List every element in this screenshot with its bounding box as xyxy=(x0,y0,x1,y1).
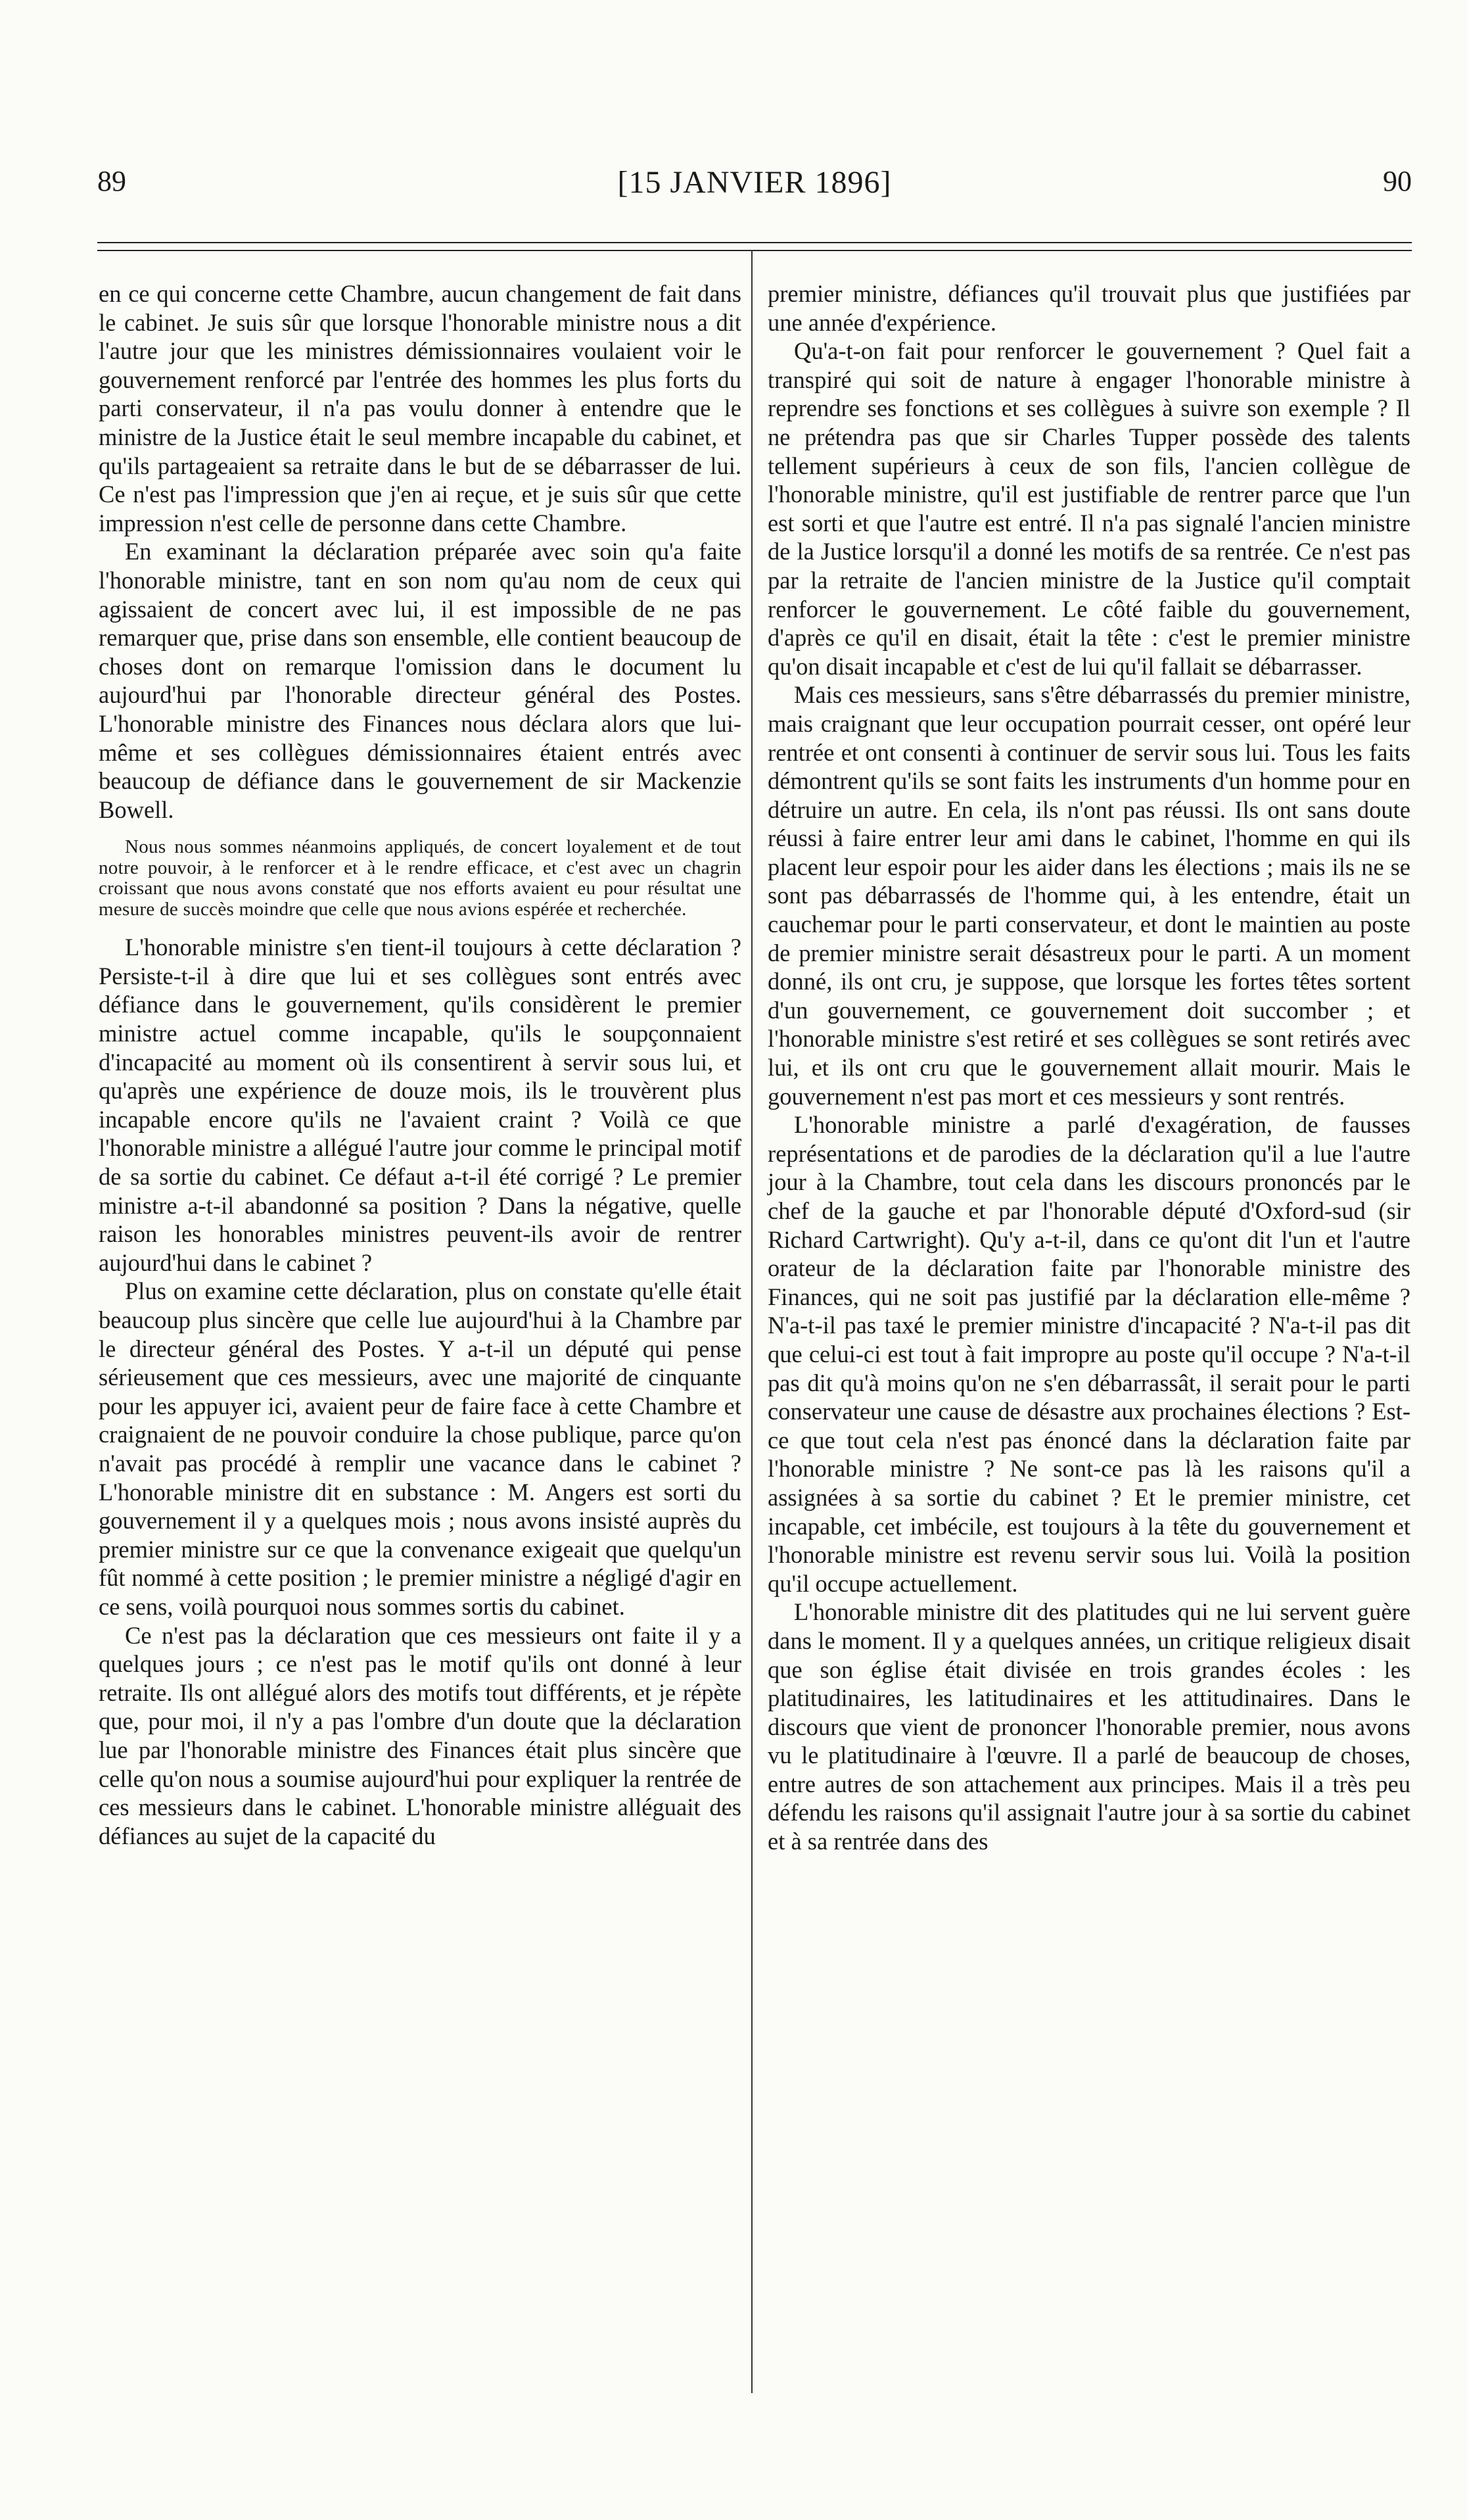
header-rule-bottom xyxy=(97,250,1412,251)
left-page-number: 89 xyxy=(97,165,126,197)
paragraph: L'honorable ministre a parlé d'exagération, de fausses représentations et de parodies de la déclaration qu'il a lue l'autre jour à la Chambre, tout cela dans les discours prononcés par le chef de la gauche et par l'honorable député d'Oxford-sud (sir Richard Cartwright). Qu'y a-t-il, dans ce qu'ont dit l'un et l'autre orateur de la déclaration faite par l'honorable ministre des Finances, qui ne soit pas justifié par la déclaration elle-même ? N'a-t-il pas taxé le premier ministre d'incapacité ? N'a-t-il pas dit que celui-ci est tout à fait impropre au poste qu'il occupe ? N'a-t-il pas dit qu'à moins qu'on ne s'en débarrassât, il serait pour le parti conservateur une cause de désastre aux prochaines élections ? Est-ce que tout cela n'est pas énoncé dans la déclaration faite par l'honorable ministre ? Ne sont-ce pas là les raisons qu'il a assignées à sa sortie du cabinet ? Et le premier ministre, cet incapable, cet imbécile, est toujours à la tête du gouvernement et l'honorable ministre est revenu servir sous lui. Voilà la position qu'il occupe actuellement. xyxy=(768,1111,1410,1597)
paragraph: En examinant la déclaration préparée avec soin qu'a faite l'honorable ministre, tant en son nom qu'au nom de ceux qui agissaient de concert avec lui, il est impossible de ne pas remarquer que, prise dans son ensemble, elle contient beaucoup de choses dont on remarque l'omission dans le document lu aujourd'hui par l'honorable directeur général des Postes. L'honorable ministre des Finances nous déclara alors que lui-même et ses collègues démissionnaires étaient entrés avec beaucoup de défiance dans le gouvernement de sir Mackenzie Bowell. xyxy=(99,538,741,823)
paragraph: en ce qui concerne cette Chambre, aucun changement de fait dans le cabinet. Je suis sûr que lorsque l'honorable ministre nous a dit l'autre jour que les ministres démissionnaires voulaient voir le gouvernement renforcé par l'entrée des hommes les plus forts du parti conservateur, il n'a pas voulu donner à entendre que le ministre de la Justice était le seul membre incapable du cabinet, et qu'ils partageaient sa retraite dans le but de se débarrasser de lui. Ce n'est pas l'impression que j'en ai reçue, et je suis sûr que cette impression n'est celle de personne dans cette Chambre. xyxy=(99,280,741,536)
column-divider xyxy=(751,250,753,2393)
left-column xyxy=(99,279,741,1850)
paragraph: Mais ces messieurs, sans s'être débarrassés du premier ministre, mais craignant que leur occupation pourrait cesser, ont opéré leur rentrée et ont consenti à continuer de servir sous lui. Tous les faits démontrent qu'ils se sont faits les instruments d'un homme pour en détruire un autre. En cela, ils n'ont pas réussi. Ils ont sans doute réussi à faire entrer leur ami dans le cabinet, l'homme en qui ils placent leur espoir pour les aider dans les élections ; mais ils ne se sont pas débarrassés de l'homme qui, à les entendre, était un cauchemar pour le parti conservateur, et dont le maintien au poste de premier ministre serait désastreux pour le parti. A un moment donné, ils ont cru, je suppose, que lorsque les fortes têtes sortent d'un gouvernement, ce gouvernement doit succomber ; et l'honorable ministre s'est retiré et ses collègues se sont retirés avec lui, et ils ont cru que le gouvernement allait mourir. Mais le gouvernement n'est pas mort et ces messieurs y sont rentrés. xyxy=(768,681,1410,1110)
page-date: [15 JANVIER 1896] xyxy=(617,165,892,200)
right-column xyxy=(768,279,1410,1856)
paragraph: Plus on examine cette déclaration, plus on constate qu'elle était beaucoup plus sincère que celle lue aujourd'hui à la Chambre par le directeur général des Postes. Y a-t-il un député qui pense sérieusement que ces messieurs, avec une majorité de cinquante pour les appuyer ici, avaient peur de faire face à cette Chambre et craignaient de ne pouvoir conduire la chose publique, parce qu'on n'avait pas procédé à remplir une vacance dans le cabinet ? L'honorable ministre dit en substance : M. Angers est sorti du gouvernement il y a quelques mois ; nous avons insisté auprès du premier ministre sur ce que la convenance exigeait que quelqu'un fût nommé à cette position ; le premier ministre a négligé d'agir en ce sens, voilà pourquoi nous sommes sortis du cabinet. xyxy=(99,1277,741,1620)
paragraph: L'honorable ministre dit des platitudes qui ne lui servent guère dans le moment. Il y a quelques années, un critique religieux disait que son église était divisée en trois grandes écoles : les platitudinaires, les latitudinaires et les attitudinaires. Dans le discours que vient de prononcer l'honorable premier, nous avons vu le platitudinaire à l'œuvre. Il a parlé de beaucoup de choses, entre autres de son attachement aux principes. Mais il a très peu défendu les raisons qu'il assignait l'autre jour à sa sortie du cabinet et à sa rentrée dans des xyxy=(768,1598,1410,1855)
quoted-passage: Nous nous sommes néanmoins appliqués, de concert loyalement et de tout notre pouvoir, à le renforcer et à le rendre efficace, et c'est avec un chagrin croissant que nous avons constaté que nos efforts avaient eu pour résultat une mesure de succès moindre que celle que nous avions espérée et recherchée. xyxy=(99,836,741,920)
paragraph: premier ministre, défiances qu'il trouvait plus que justifiées par une année d'expérience. xyxy=(768,280,1410,336)
header-rule-top xyxy=(97,242,1412,243)
paragraph: L'honorable ministre s'en tient-il toujours à cette déclaration ? Persiste-t-il à dire que lui et ses collègues sont entrés avec défiance dans le gouvernement, qu'ils considèrent le premier ministre actuel comme incapable, qu'ils le soupçonnaient d'incapacité au moment où ils consentirent à servir sous lui, et qu'après une expérience de douze mois, ils le trouvèrent plus incapable encore qu'ils ne l'avaient craint ? Voilà ce que l'honorable ministre a allégué l'autre jour comme le principal motif de sa sortie du cabinet. Ce défaut a-t-il été corrigé ? Le premier ministre a-t-il abandonné sa position ? Dans la négative, quelle raison les honorables ministres peuvent-ils avoir de rentrer aujourd'hui dans le cabinet ? xyxy=(99,934,741,1276)
paragraph: Qu'a-t-on fait pour renforcer le gouvernement ? Quel fait a transpiré qui soit de nature à engager l'honorable ministre à reprendre ses fonctions et ses collègues à suivre son exemple ? Il ne prétendra pas que sir Charles Tupper possède des talents tellement supérieurs à ceux de son fils, l'ancien collègue de l'honorable ministre, qu'il est justifiable de rentrer parce que l'un est sorti et que l'autre est entré. Il n'a pas signalé l'ancien ministre de la Justice lorsqu'il a donné les motifs de sa rentrée. Ce n'est pas par la retraite de l'ancien ministre de la Justice qu'il comptait renforcer le gouvernement. Le côté faible du gouvernement, d'après ce qu'il en disait, était la tête : c'est le premier ministre qu'on disait incapable et c'est de lui qu'il fallait se débarrasser. xyxy=(768,337,1410,680)
paragraph: Ce n'est pas la déclaration que ces messieurs ont faite il y a quelques jours ; ce n'est pas le motif qu'ils ont donné à leur retraite. Ils ont allégué alors des motifs tout différents, et je répète que, pour moi, il n'y a pas l'ombre d'un doute que la déclaration lue par l'honorable ministre des Finances était plus sincère que celle qu'on nous a soumise aujourd'hui pour expliquer la rentrée de ces messieurs dans le cabinet. L'honorable ministre alléguait des défiances au sujet de la capacité du xyxy=(99,1621,741,1849)
right-page-number: 90 xyxy=(1383,165,1412,197)
page-header xyxy=(97,164,1412,210)
